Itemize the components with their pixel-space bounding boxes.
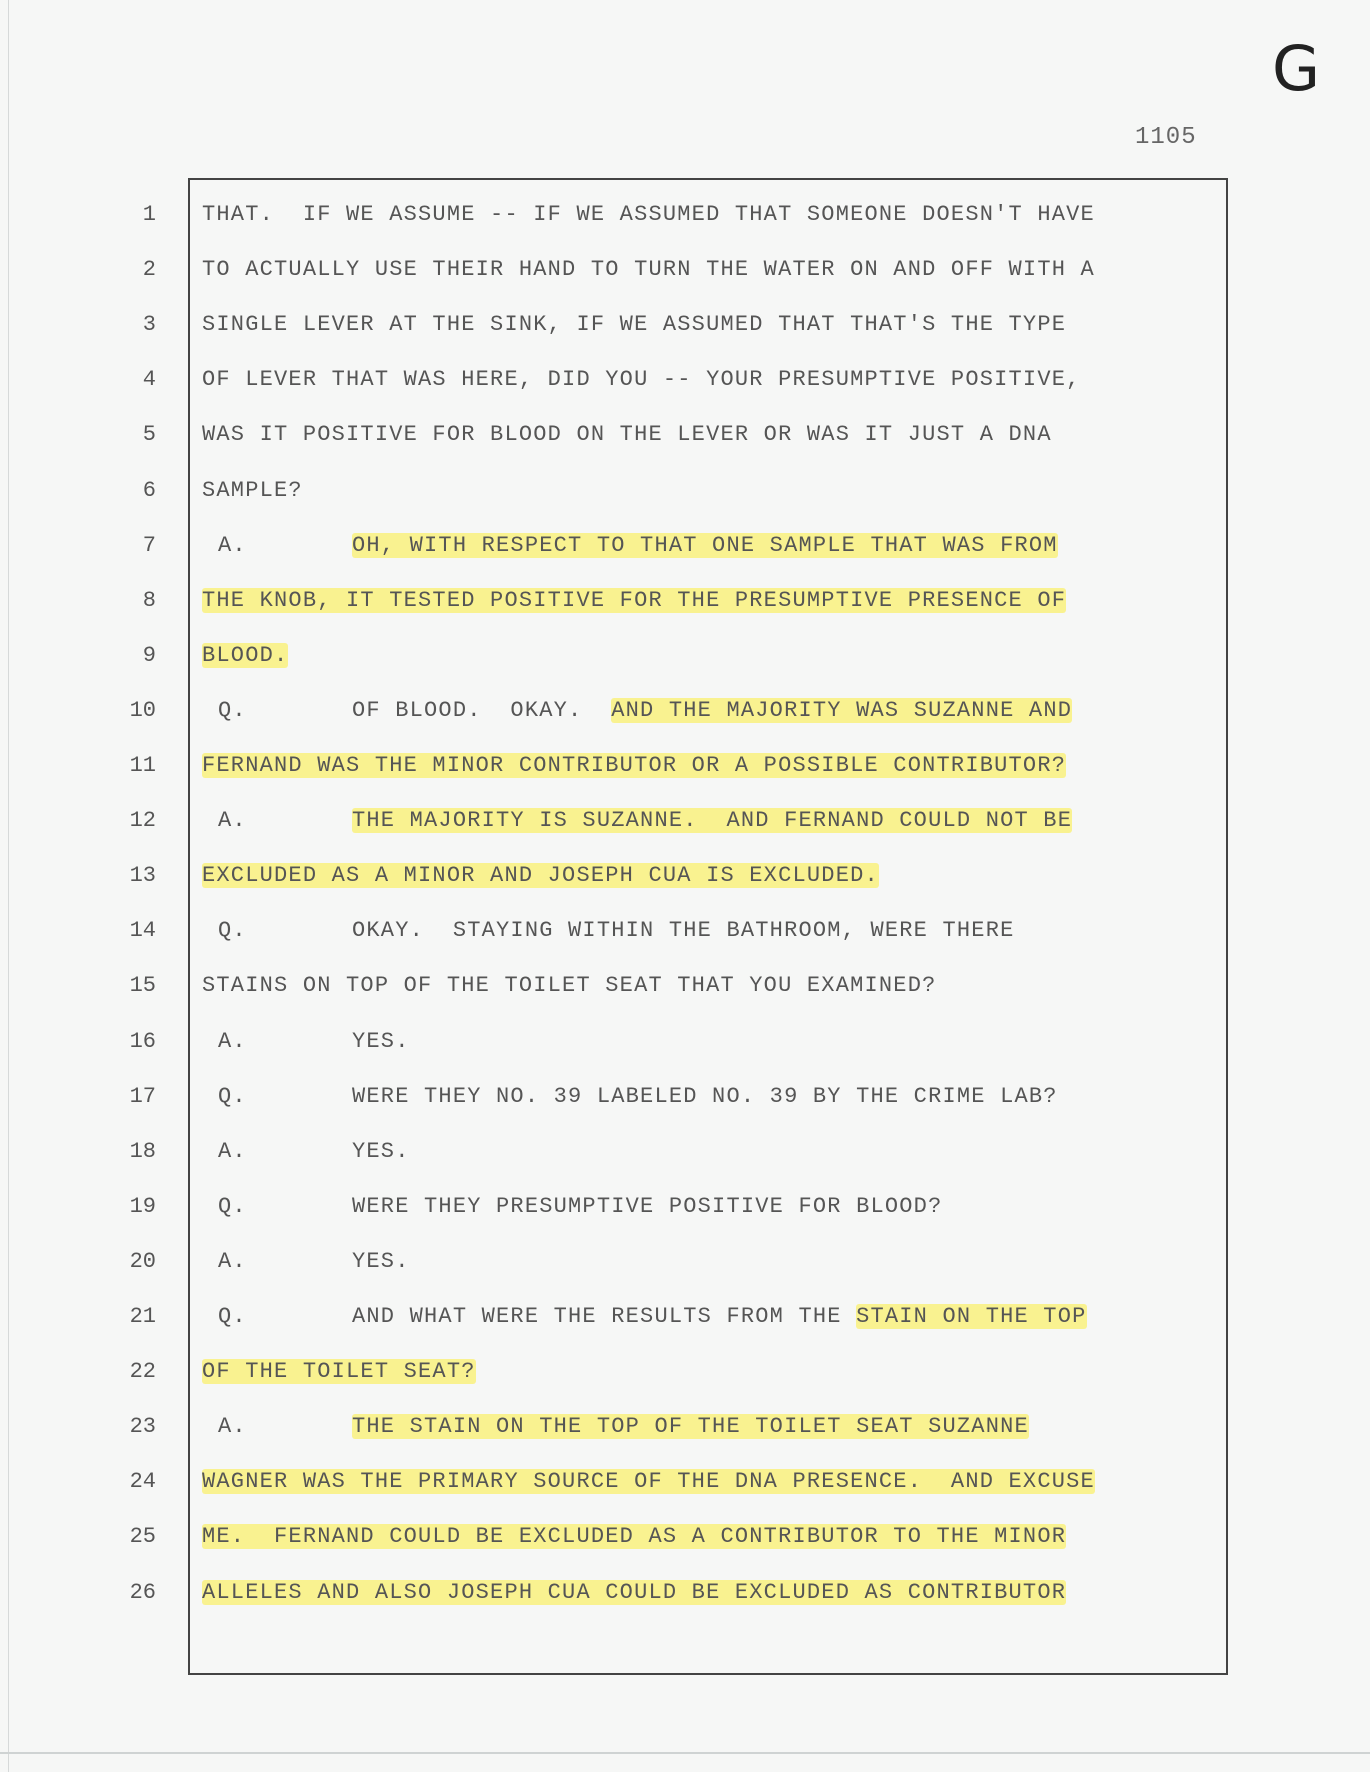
highlighted-text: STAIN ON THE TOP	[856, 1304, 1087, 1329]
plain-text: OF BLOOD. OKAY.	[352, 697, 612, 723]
line-number: 26	[129, 1579, 156, 1605]
speaker-marker: Q.	[218, 697, 247, 723]
line-number: 24	[129, 1469, 156, 1495]
highlighted-text: AND THE MAJORITY WAS SUZANNE AND	[611, 697, 1073, 723]
line-number: 25	[129, 1524, 156, 1550]
transcript-line	[0, 1188, 1300, 1228]
transcript-line	[0, 1463, 1300, 1503]
highlighted-text: ALLELES AND ALSO JOSEPH CUA COULD BE EXCLUDED AS CONTRIBUTOR	[202, 1579, 1067, 1605]
line-number: 21	[129, 1304, 156, 1329]
plain-text: YES.	[352, 1138, 410, 1164]
highlighted-text: ME. FERNAND COULD BE EXCLUDED AS A CONTRIBUTOR TO THE MINOR	[202, 1524, 1067, 1550]
speaker-marker: A.	[218, 1248, 247, 1274]
line-text	[202, 918, 1015, 943]
line-text	[202, 1139, 410, 1164]
speaker-marker: A.	[218, 808, 247, 834]
highlighted-text: EXCLUDED AS A MINOR AND JOSEPH CUA IS EXCLUDED.	[202, 863, 879, 889]
line-number: 7	[142, 532, 156, 558]
transcript-line	[0, 802, 1300, 842]
plain-text: WAS IT POSITIVE FOR BLOOD ON THE LEVER OR WAS IT JUST A DNA	[202, 422, 1052, 448]
plain-text: AND WHAT WERE THE RESULTS FROM THE	[352, 1304, 857, 1329]
line-number: 19	[129, 1193, 156, 1219]
page-number: 1105	[1135, 124, 1197, 151]
transcript-line	[0, 472, 1300, 512]
plain-text: YES.	[352, 1248, 410, 1274]
plain-text: OF LEVER THAT WAS HERE, DID YOU -- YOUR PRESUMPTIVE POSITIVE,	[202, 367, 1081, 393]
speaker-marker: A.	[218, 1138, 247, 1164]
line-text	[202, 808, 1072, 833]
plain-text: WERE THEY PRESUMPTIVE POSITIVE FOR BLOOD?	[352, 1193, 943, 1219]
transcript-line	[0, 582, 1300, 622]
transcript-line	[0, 527, 1300, 567]
line-text	[202, 1580, 1066, 1605]
line-text	[202, 478, 303, 503]
speaker-marker: Q.	[218, 1083, 247, 1109]
transcript-line	[0, 692, 1300, 732]
line-text	[202, 422, 1052, 447]
line-number: 8	[142, 587, 156, 613]
line-number: 2	[142, 257, 156, 283]
line-number: 20	[129, 1248, 156, 1274]
transcript-line	[0, 306, 1300, 346]
highlighted-text: WAGNER WAS THE PRIMARY SOURCE OF THE DNA PRESENCE. AND EXCUSE	[202, 1469, 1095, 1495]
highlighted-text: THE MAJORITY IS SUZANNE. AND FERNAND COULD NOT BE	[352, 808, 1073, 834]
speaker-marker: A.	[218, 1414, 247, 1440]
line-text	[202, 1469, 1095, 1494]
line-text	[202, 202, 1095, 227]
plain-text: OKAY. STAYING WITHIN THE BATHROOM, WERE THERE	[352, 918, 1015, 944]
plain-text: STAINS ON TOP OF THE TOILET SEAT THAT YOU EXAMINED?	[202, 973, 937, 999]
speaker-marker: A.	[218, 1028, 247, 1054]
line-number: 3	[142, 312, 156, 338]
plain-text: TO ACTUALLY USE THEIR HAND TO TURN THE WATER ON AND OFF WITH A	[202, 257, 1095, 283]
line-text	[202, 753, 1066, 778]
plain-text: WERE THEY NO. 39 LABELED NO. 39 BY THE CRIME LAB?	[352, 1083, 1058, 1109]
line-text	[202, 863, 879, 888]
line-text	[202, 1524, 1066, 1549]
line-number: 13	[129, 863, 156, 889]
line-number: 11	[129, 753, 156, 778]
line-number: 14	[129, 918, 156, 944]
highlighted-text: OH, WITH RESPECT TO THAT ONE SAMPLE THAT WAS FROM	[352, 532, 1058, 558]
transcript-line	[0, 1518, 1300, 1558]
line-text	[202, 533, 1058, 558]
exhibit-mark: G	[1272, 32, 1321, 105]
transcript-line	[0, 1298, 1300, 1338]
transcript-line	[0, 857, 1300, 897]
transcript-line	[0, 416, 1300, 456]
line-text	[202, 1029, 410, 1054]
line-text	[202, 1084, 1058, 1109]
highlighted-text: THE KNOB, IT TESTED POSITIVE FOR THE PRESUMPTIVE PRESENCE OF	[202, 587, 1067, 613]
line-number: 6	[142, 477, 156, 503]
line-number: 10	[129, 697, 156, 723]
speaker-marker: Q.	[218, 918, 247, 944]
line-text	[202, 643, 288, 668]
transcript-line	[0, 196, 1300, 236]
transcript-line	[0, 1243, 1300, 1283]
plain-text: SAMPLE?	[202, 477, 303, 503]
line-text	[202, 1194, 943, 1219]
line-number: 4	[142, 367, 156, 393]
line-number: 15	[129, 973, 156, 999]
line-text	[202, 1249, 410, 1274]
line-number: 1	[142, 202, 156, 227]
line-number: 16	[129, 1028, 156, 1054]
transcript-line	[0, 1078, 1300, 1118]
line-text	[202, 1414, 1029, 1439]
line-number: 22	[129, 1359, 156, 1385]
line-number: 23	[129, 1414, 156, 1440]
speaker-marker: Q.	[218, 1304, 247, 1329]
plain-text: YES.	[352, 1028, 410, 1054]
transcript-line	[0, 1133, 1300, 1173]
line-number: 12	[129, 808, 156, 834]
line-number: 18	[129, 1138, 156, 1164]
plain-text: SINGLE LEVER AT THE SINK, IF WE ASSUMED THAT THAT'S THE TYPE	[202, 312, 1067, 338]
speaker-marker: Q.	[218, 1193, 247, 1219]
transcript-line	[0, 361, 1300, 401]
transcript-line	[0, 967, 1300, 1007]
page-bottom-edge	[0, 1752, 1370, 1754]
line-text	[202, 588, 1066, 613]
line-text	[202, 698, 1072, 723]
line-text	[202, 1359, 476, 1384]
transcript-line	[0, 637, 1300, 677]
highlighted-text: FERNAND WAS THE MINOR CONTRIBUTOR OR A POSSIBLE CONTRIBUTOR?	[202, 753, 1067, 778]
line-text	[202, 367, 1081, 392]
highlighted-text: OF THE TOILET SEAT?	[202, 1359, 476, 1385]
line-number: 17	[129, 1083, 156, 1109]
transcript-line	[0, 251, 1300, 291]
line-text	[202, 973, 937, 998]
transcript-line	[0, 1353, 1300, 1393]
line-text	[202, 312, 1066, 337]
line-text	[202, 1304, 1087, 1329]
speaker-marker: A.	[218, 532, 247, 558]
highlighted-text: THE STAIN ON THE TOP OF THE TOILET SEAT SUZANNE	[352, 1414, 1029, 1440]
transcript-line	[0, 747, 1300, 787]
line-number: 5	[142, 422, 156, 448]
highlighted-text: BLOOD.	[202, 642, 289, 668]
transcript-line	[0, 1408, 1300, 1448]
line-number: 9	[142, 642, 156, 668]
transcript-line	[0, 1574, 1300, 1614]
line-text	[202, 257, 1095, 282]
plain-text: THAT. IF WE ASSUME -- IF WE ASSUMED THAT SOMEONE DOESN'T HAVE	[202, 202, 1095, 227]
transcript-line	[0, 912, 1300, 952]
transcript-line	[0, 1023, 1300, 1063]
